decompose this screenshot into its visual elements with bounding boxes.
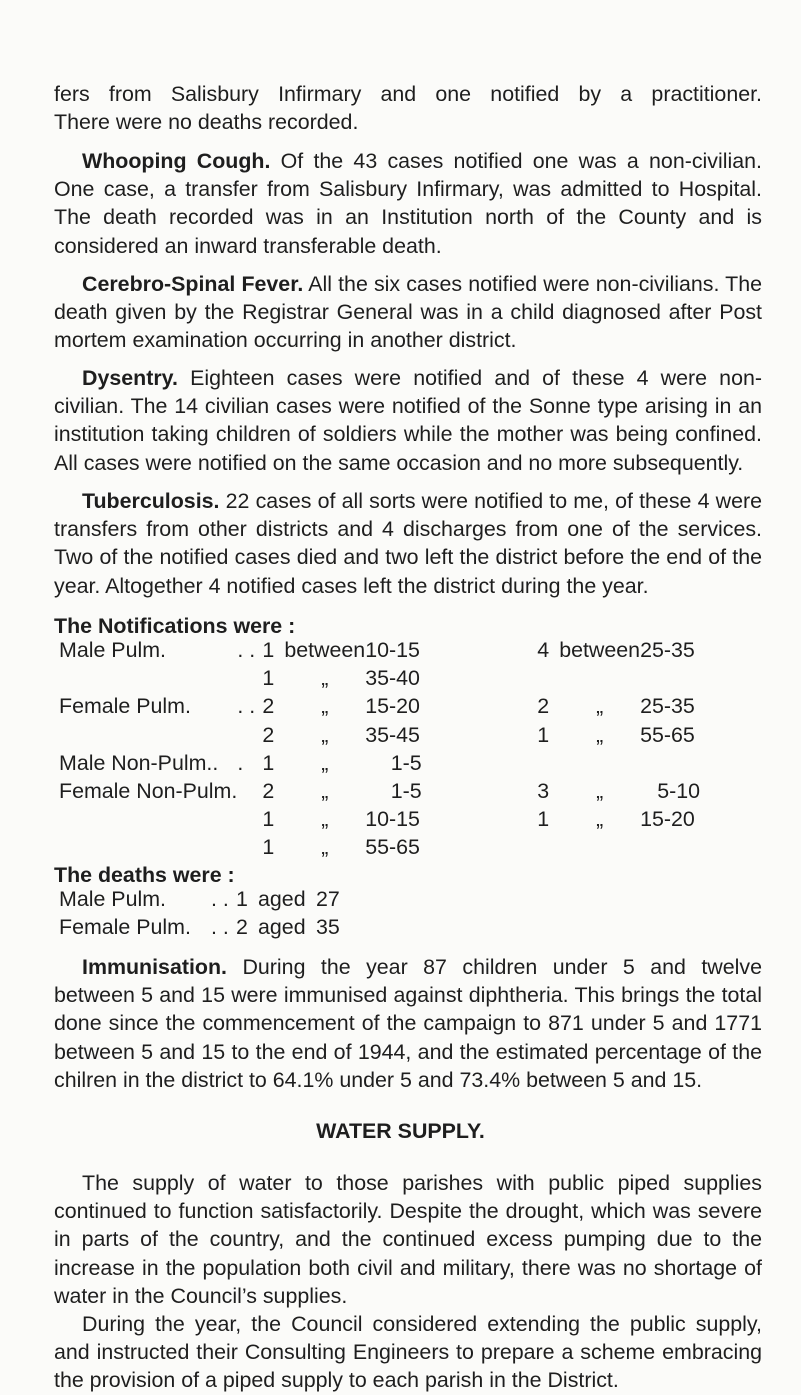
spacer	[447, 664, 537, 692]
count: 2	[262, 694, 275, 719]
aged-word: aged	[258, 915, 306, 940]
section-heading: Whooping Cough.	[82, 149, 271, 173]
row-label	[59, 805, 237, 833]
deaths-table	[59, 885, 356, 941]
table-row	[59, 721, 700, 749]
whooping-cough-section	[54, 147, 762, 260]
table-row	[59, 636, 700, 664]
row-dots: . .	[237, 694, 256, 719]
dysentry-section	[54, 364, 762, 477]
row-dots: . .	[211, 915, 229, 940]
row-dots: . .	[237, 638, 256, 662]
table-row	[59, 777, 700, 805]
spacer	[447, 805, 537, 833]
age-range: 25-35	[640, 638, 695, 662]
ditto-mark	[559, 664, 640, 692]
age-range: 55-65	[640, 722, 695, 747]
aged-word: aged	[258, 887, 306, 911]
age-range: 10-15	[365, 807, 420, 832]
table-row	[59, 885, 356, 913]
count: 2	[262, 779, 275, 804]
age-range	[640, 664, 700, 692]
ditto-mark: „	[321, 722, 329, 747]
count: 1	[262, 750, 275, 775]
age-range: 1-5	[390, 750, 422, 775]
table-row	[59, 749, 700, 777]
text-line: There were no deaths recorded.	[54, 110, 359, 135]
count: 4	[537, 638, 550, 662]
ditto-mark	[559, 749, 640, 777]
table-row	[59, 664, 700, 692]
count: 2	[262, 722, 275, 747]
age-range: 35-40	[365, 666, 420, 691]
ditto-mark	[559, 833, 640, 861]
row-dots: .	[237, 750, 244, 775]
row-label: Male Non-Pulm..	[59, 750, 219, 775]
count: 1	[262, 835, 275, 860]
row-dots	[237, 721, 262, 749]
row-dots	[237, 833, 262, 861]
spacer	[447, 721, 537, 749]
age-range	[640, 833, 700, 861]
count: 1	[236, 887, 248, 911]
immunisation-section	[54, 953, 762, 1094]
notifications-table	[59, 636, 700, 862]
age-range: 5-10	[657, 779, 701, 804]
age-range: 10-15	[365, 638, 420, 662]
count: 2	[537, 694, 550, 719]
ditto-mark: „	[321, 750, 329, 775]
table-row	[59, 805, 700, 833]
ditto-mark: „	[321, 779, 329, 804]
spacer	[447, 777, 537, 805]
section-heading: Dysentry.	[82, 366, 178, 390]
count: 1	[262, 666, 275, 691]
ditto-mark: „	[321, 694, 329, 719]
tuberculosis-section	[54, 487, 762, 600]
spacer	[447, 636, 537, 664]
count: 1	[537, 807, 550, 832]
ditto-mark: „	[321, 835, 329, 860]
row-label: Female Non-Pulm.	[59, 779, 238, 804]
row-label: Male Pulm.	[59, 887, 166, 911]
notifications-heading: The Notifications were :	[54, 614, 296, 638]
age: 35	[316, 915, 340, 940]
ditto-mark: „	[596, 694, 604, 719]
section-text: During the year 87 children under 5 and twelve between 5 and 15 were immunised against diphtheria. This brings the total done since the commencement of the campaign to 871 under 5 and 1771 between 5 and 15 to the end of 1944, and the estimated percentage of the chilren in the district to 64.1% under 5 and 73.4% between 5 and 15.	[54, 955, 762, 1092]
ditto-mark: „	[596, 722, 604, 747]
count	[537, 833, 559, 861]
age-range: 35-45	[365, 722, 420, 747]
paragraph: During the year, the Council considered extending the public supply, and instructed their Consulting Engineers to prepare a scheme embracing the provision of a piped supply to each parish in the District.	[54, 1312, 762, 1393]
count	[537, 749, 559, 777]
count: 1	[262, 638, 275, 662]
ditto-mark: „	[596, 779, 604, 804]
continued-paragraph	[54, 80, 762, 136]
age-range: 15-20	[365, 694, 420, 719]
age-range	[640, 749, 700, 777]
age: 27	[316, 887, 340, 911]
table-row	[59, 913, 356, 941]
section-text: Of the 43 cases notified one was a non-civilian. One case, a transfer from Salisbury Infirmary, was admitted to Hospital. The death recorded was in an Institution north of the County and is considered an inward transferable death.	[54, 149, 762, 258]
row-label	[59, 664, 237, 692]
count: 2	[236, 915, 248, 940]
count: 3	[537, 779, 550, 804]
count: 1	[537, 722, 550, 747]
ditto-mark: „	[321, 807, 329, 832]
section-text: 22 cases of all sorts were notified to me, of these 4 were transfers from other districts and 4 discharges from one of the services. Two of the notified cases died and two left the district before the end of the year. Altogether 4 notified cases left the district during the year.	[54, 489, 762, 598]
age-range: 55-65	[365, 835, 420, 860]
row-label	[59, 721, 237, 749]
age-range: 1-5	[390, 779, 422, 804]
text-line: fers from Salisbury Infirmary and one notified by a practitioner.	[54, 82, 762, 106]
deaths-heading: The deaths were :	[54, 863, 235, 887]
ditto-mark: „	[596, 807, 604, 832]
section-heading: Immunisation.	[82, 955, 227, 979]
row-label: Female Pulm.	[59, 694, 191, 719]
table-row	[59, 833, 700, 861]
section-text: All the six cases notified were non-civilians. The death given by the Registrar General was in a child diagnosed after Post mortem examination occurring in another district.	[54, 272, 762, 353]
between-word: between	[284, 638, 366, 662]
water-supply-section	[54, 1169, 762, 1395]
count	[537, 664, 559, 692]
spacer	[447, 692, 537, 720]
section-heading: Tuberculosis.	[82, 489, 220, 513]
section-heading: Cerebro-Spinal Fever.	[82, 272, 304, 296]
age-range: 25-35	[640, 694, 695, 719]
row-dots	[237, 777, 262, 805]
row-label	[59, 833, 237, 861]
ditto-mark: „	[321, 666, 329, 691]
count: 1	[262, 807, 275, 832]
spacer	[447, 833, 537, 861]
paragraph: The supply of water to those parishes with public piped supplies continued to function satisfactorily. Despite the drought, which was severe in parts of the country, and the continued excess pumping due to the increase in the population both civil and military, there was no shortage of water in the Council’s supplies.	[54, 1171, 762, 1308]
water-supply-title: WATER SUPPLY.	[316, 1119, 485, 1143]
row-dots	[237, 664, 262, 692]
age-range: 15-20	[640, 807, 695, 832]
between-word: between	[559, 638, 641, 662]
row-label: Female Pulm.	[59, 915, 191, 940]
row-label: Male Pulm.	[59, 638, 166, 662]
cerebro-spinal-section	[54, 270, 762, 355]
row-dots: . .	[211, 887, 229, 911]
row-dots	[237, 805, 262, 833]
section-text: Eighteen cases were notified and of these 4 were non-civilian. The 14 civilian cases were notified of the Sonne type arising in an institution taking children of soldiers while the mother was being confined. All cases were notified on the same occasion and no more subsequently.	[54, 366, 762, 475]
spacer	[447, 749, 537, 777]
table-row	[59, 692, 700, 720]
